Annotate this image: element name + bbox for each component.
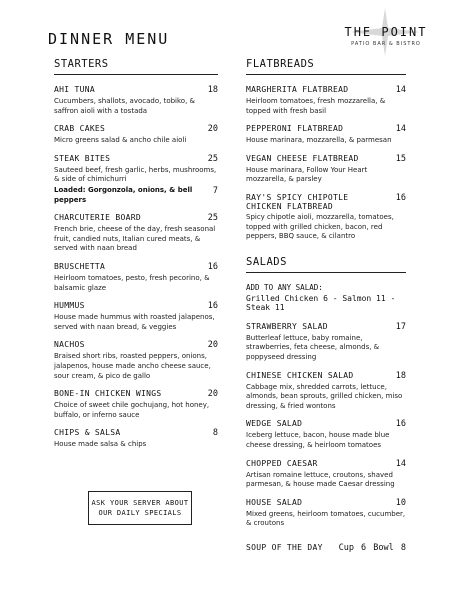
item-name: RAY'S SPICY CHIPOTLE CHICKEN FLATBREAD xyxy=(246,192,349,211)
item-description: Cabbage mix, shredded carrots, lettuce, almonds, bean sprouts, grilled chicken, miso dressing, & fried wontons xyxy=(246,382,403,410)
item-price: 25 xyxy=(207,213,218,224)
item-price: 20 xyxy=(207,340,218,351)
item-name: NACHOS xyxy=(54,340,85,350)
menu-item xyxy=(246,85,406,116)
menu-item xyxy=(54,154,218,205)
item-description: French brie, cheese of the day, fresh seasonal fruit, candied nuts, Italian cured meats, & served with naan bread xyxy=(54,225,216,253)
item-price: 14 xyxy=(395,85,406,95)
item-description: Heirloom tomatoes, pesto, fresh pecorino, & balsamic glaze xyxy=(54,273,210,292)
item-description: Spicy chipotle aioli, mozzarella, tomatoes, topped with grilled chicken, bacon, red peppers, BBQ sauce, & cilantro xyxy=(246,212,394,241)
item-description: Butterleaf lettuce, baby romaine, strawberries, feta cheese, almonds, & poppyseed dressing xyxy=(246,333,380,361)
item-name: WEDGE SALAD xyxy=(246,419,303,429)
item-description: House made hummus with roasted jalapenos, served with naan bread, & veggies xyxy=(54,313,215,331)
item-name: MARGHERITA FLATBREAD xyxy=(246,85,349,94)
item-name: VEGAN CHEESE FLATBREAD xyxy=(246,153,359,163)
menu-item xyxy=(54,213,218,254)
menu-item xyxy=(54,340,218,381)
menu-title: DINNER MENU xyxy=(48,30,170,48)
item-price: 18 xyxy=(395,370,406,381)
item-description: House marinara, mozzarella, & parmesan xyxy=(246,136,392,145)
menu-item xyxy=(246,419,406,450)
item-name: BRUSCHETTA xyxy=(54,261,106,271)
item-name: AHI TUNA xyxy=(54,85,95,94)
item-addon-price: 7 xyxy=(212,185,218,196)
item-description: Mixed greens, heirloom tomatoes, cucumber, & croutons xyxy=(246,509,406,528)
menu-item xyxy=(246,371,406,412)
item-price: 20 xyxy=(207,389,218,400)
menu-item xyxy=(246,193,406,242)
specials-line-1: ASK YOUR SERVER ABOUT xyxy=(91,499,189,507)
item-name: HUMMUS xyxy=(54,301,85,311)
menu-item xyxy=(54,301,218,332)
salads-heading: SALADS xyxy=(246,256,406,273)
menu-item xyxy=(246,498,406,529)
menu-item xyxy=(54,389,218,420)
item-name: HOUSE SALAD xyxy=(246,497,303,507)
item-price: 16 xyxy=(207,261,218,272)
addon-options: Grilled Chicken 6 - Salmon 11 - Steak 11 xyxy=(246,293,396,312)
menu-item xyxy=(246,322,406,363)
item-name: PEPPERONI FLATBREAD xyxy=(246,124,344,134)
menu-item xyxy=(246,154,406,185)
item-description: Braised short ribs, roasted peppers, onions, jalapenos, house made ancho cheese sauce, sour cream, & pico de gallo xyxy=(54,352,211,380)
item-price: 17 xyxy=(395,321,406,332)
logo xyxy=(336,8,436,56)
item-name: CHINESE CHICKEN SALAD xyxy=(246,370,354,380)
item-description: House marinara, Follow Your Heart mozzarella, & parsley xyxy=(246,165,368,184)
item-description: Heirloom tomatoes, fresh mozzarella, & topped with fresh basil xyxy=(246,97,386,115)
item-description: House made salsa & chips xyxy=(54,440,147,449)
item-description: Artisan romaine lettuce, croutons, shaved parmesan, & house made Caesar dressing xyxy=(246,470,395,489)
item-price: 16 xyxy=(395,419,406,430)
logo-tagline: PATIO BAR & BISTRO xyxy=(351,41,421,47)
item-name: CHIPS & SALSA xyxy=(54,428,121,438)
item-price: 15 xyxy=(395,153,406,164)
item-price: 10 xyxy=(395,497,406,508)
salad-addon xyxy=(246,283,406,312)
item-description: Cucumbers, shallots, avocado, tobiko, & saffron aioli with a tostada xyxy=(54,97,195,115)
item-name: STEAK BITES xyxy=(54,153,111,163)
flatbreads-heading: FLATBREADS xyxy=(246,58,406,75)
specials-line-2: OUR DAILY SPECIALS xyxy=(98,509,182,517)
item-description: Iceberg lettuce, bacon, house made blue cheese dressing, & heirloom tomatoes xyxy=(246,431,390,449)
menu-item xyxy=(54,262,218,293)
item-name: BONE-IN CHICKEN WINGS xyxy=(54,389,162,399)
item-name: CRAB CAKES xyxy=(54,124,106,134)
logo-name: THE POINT xyxy=(344,25,428,39)
item-addon: Loaded: Gorgonzola, onions, & bell peppers xyxy=(54,185,193,204)
item-name: CHOPPED CAESAR xyxy=(246,458,318,468)
starters-heading: STARTERS xyxy=(54,58,218,75)
item-price: 14 xyxy=(395,124,406,135)
item-name: CHARCUTERIE BOARD xyxy=(54,213,141,223)
soup-sizes: Cup 6 Bowl 8 xyxy=(338,542,406,553)
item-description: Micro greens salad & ancho chile aioli xyxy=(54,136,187,145)
item-description: Sauteed beef, fresh garlic, herbs, mushrooms, & side of chimichurri xyxy=(54,165,217,184)
menu-item xyxy=(54,428,218,450)
item-description: Choice of sweet chile gochujang, hot honey, buffalo, or inferno sauce xyxy=(54,401,210,419)
soup-of-the-day xyxy=(246,543,406,553)
right-column xyxy=(246,58,406,553)
item-price: 16 xyxy=(395,192,406,203)
menu-item xyxy=(246,459,406,490)
daily-specials-box xyxy=(88,491,192,525)
item-name: STRAWBERRY SALAD xyxy=(246,321,328,331)
addon-label: ADD TO ANY SALAD: xyxy=(246,282,323,292)
item-price: 8 xyxy=(212,428,218,439)
soup-name: SOUP OF THE DAY xyxy=(246,542,323,552)
item-price: 25 xyxy=(207,153,218,164)
starters-column xyxy=(54,58,218,458)
menu-item xyxy=(54,124,218,146)
item-price: 16 xyxy=(207,301,218,312)
menu-item xyxy=(246,124,406,146)
item-price: 18 xyxy=(207,85,218,95)
menu-item xyxy=(54,85,218,116)
item-price: 20 xyxy=(207,124,218,135)
item-price: 14 xyxy=(395,458,406,469)
